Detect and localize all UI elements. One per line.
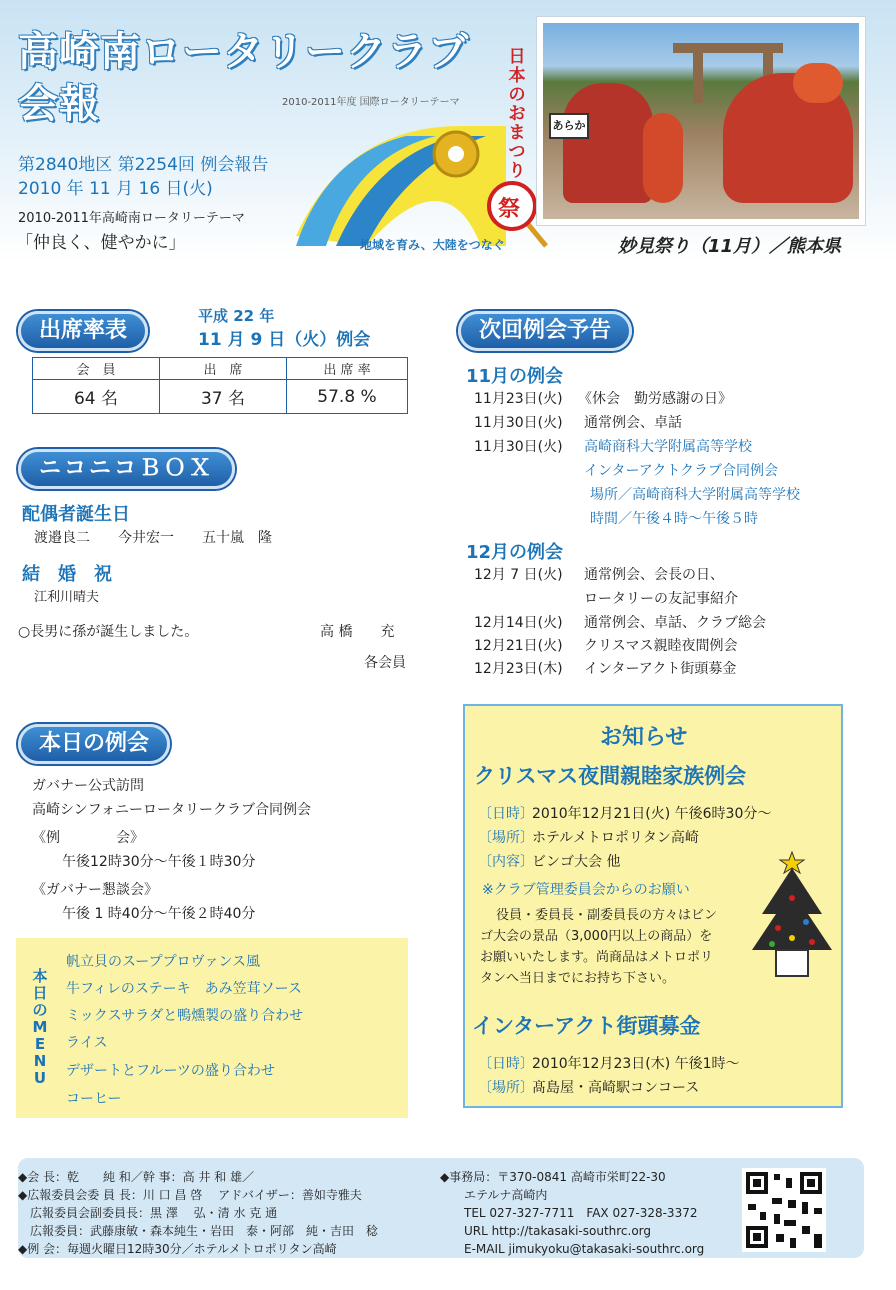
wedding-heading: 結 婚 祝 <box>22 564 112 585</box>
attendance-header-rate: 出 席 率 <box>287 358 408 380</box>
interact-date: 2010年12月23日(木) 午後1時〜 <box>532 1056 740 1072</box>
meeting-date: 2010 年 11 月 16 日(火) <box>18 179 213 199</box>
grandchild-name: 高 橋 充 <box>320 624 395 640</box>
attendance-meeting-date: 11 月 9 日（火）例会 <box>198 330 371 350</box>
grandchild-note: ○長男に孫が誕生しました。 <box>18 624 199 640</box>
request-line: お願いいたします。尚商品はメトロポリ <box>480 950 713 965</box>
footer-phone: TEL 027-327-7711 FAX 027-328-3372 <box>440 1206 698 1220</box>
wedding-names: 江利川晴夫 <box>34 590 100 605</box>
menu-item: 帆立貝のスーププロヴァンス風 <box>66 954 261 970</box>
footer-pr-vice: 広報委員会副委員長：黒 澤 弘・清 水 克 通 <box>18 1206 278 1220</box>
xmas-content-label: 〔内容〕 <box>478 854 534 870</box>
nov-date: 11月30日(火) <box>474 439 563 455</box>
attendance-value-rate: 57.8 % <box>287 380 408 414</box>
november-heading: 11月の例会 <box>466 366 564 387</box>
request-line: ゴ大会の景品（3,000円以上の商品）を <box>480 929 713 944</box>
nov-date: 11月23日(火) <box>474 391 563 407</box>
interact-place: 髙島屋・高崎駅コンコース <box>532 1080 700 1096</box>
footer-pr-members: 広報委員：武藤康敏・森本純生・岩田 泰・阿部 純・吉田 稔 <box>18 1224 379 1238</box>
footer-pr-chair: ◆広報委員会委 員 長：川 口 昌 啓 アドバイザー：善如寺雅夫 <box>18 1188 362 1202</box>
club-theme-label: 2010-2011年高崎南ロータリーテーマ <box>18 211 245 226</box>
dec-desc: 通常例会、卓話、クラブ総会 <box>584 615 766 631</box>
attendance-table <box>32 357 408 414</box>
ri-slogan: 地域を育み、大陸をつなぐ <box>360 238 505 252</box>
attendance-header-present: 出 席 <box>160 358 287 380</box>
attendance-value-members: 64 名 <box>33 380 160 414</box>
nov-date: 11月30日(火) <box>474 415 563 431</box>
dec-date: 12月14日(火) <box>474 615 563 631</box>
newsletter-title: 高崎南ロータリークラブ <box>18 29 469 75</box>
today-meeting-heading: 《例 会》 <box>32 830 144 846</box>
menu-title: 本日のMENU <box>32 967 48 1087</box>
footer-meeting-info: ◆例 会：毎週火曜日12時30分／ホテルメトロポリタン高崎 <box>18 1242 337 1256</box>
members-note: 各会員 <box>364 655 406 671</box>
menu-item: 牛フィレのステーキ あみ笠茸ソース <box>66 981 302 997</box>
menu-item: コーヒー <box>66 1091 122 1107</box>
attendance-header-members: 会 員 <box>33 358 160 380</box>
spouse-birthday-heading: 配偶者誕生日 <box>22 504 130 525</box>
footer-office-address: ◆事務局：〒370-0841 高崎市栄町22-30 <box>440 1170 666 1184</box>
dec-desc: クリスマス親睦夜間例会 <box>584 638 738 654</box>
theme-year: 2010-2011年度 国際ロータリーテーマ <box>282 97 460 108</box>
attendance-meeting-year: 平成 22 年 <box>198 307 275 325</box>
dec-date: 12月23日(木) <box>474 661 563 677</box>
attendance-label: 出席率表 <box>18 311 148 351</box>
dec-desc: ロータリーの友記事紹介 <box>584 591 738 607</box>
footer-email: E-MAIL jimukyoku@takasaki-southrc.org <box>440 1242 705 1256</box>
notice-title: お知らせ <box>600 725 688 750</box>
today-meeting-time: 午後12時30分〜午後１時30分 <box>62 854 256 870</box>
xmas-place-label: 〔場所〕 <box>478 830 534 846</box>
niconico-label: ニコニコＢＯＸ <box>18 449 235 489</box>
qr-code-icon <box>742 1168 826 1252</box>
festival-vertical-label: 日本のおまつり <box>508 47 526 181</box>
menu-item: ミックスサラダと鴨燻製の盛り合わせ <box>66 1008 304 1024</box>
today-talk-heading: 《ガバナー懇談会》 <box>32 882 158 898</box>
nov-interact-1: インターアクトクラブ合同例会 <box>584 463 779 479</box>
interact-date-label: 〔日時〕 <box>478 1056 534 1072</box>
interact-title: インターアクト街頭募金 <box>472 1014 701 1038</box>
xmas-date: 2010年12月21日(火) 午後6時30分〜 <box>532 806 772 822</box>
dec-desc: 通常例会、会長の日、 <box>584 567 724 583</box>
request-line: 役員・委員長・副委員長の方々はビン <box>496 908 718 923</box>
club-theme: 「仲良く、健やかに」 <box>16 233 186 253</box>
interact-place-label: 〔場所〕 <box>478 1080 534 1096</box>
spouse-birthday-names: 渡邉良二 今井宏一 五十嵐 隆 <box>34 530 272 546</box>
photo-sign: あらか <box>549 113 589 139</box>
festival-photo <box>543 23 859 219</box>
december-heading: 12月の例会 <box>466 542 564 563</box>
christmas-tree-icon <box>748 846 836 984</box>
nov-desc: 通常例会、卓話 <box>584 415 682 431</box>
xmas-place: ホテルメトロポリタン高崎 <box>532 830 699 846</box>
next-meeting-label: 次回例会予告 <box>458 311 632 351</box>
xmas-title: クリスマス夜間親睦家族例会 <box>474 764 747 788</box>
today-line-1: ガバナー公式訪問 <box>32 778 144 794</box>
attendance-value-present: 37 名 <box>160 380 287 414</box>
nov-desc: 高崎商科大学附属高等学校 <box>584 439 752 455</box>
request-title: ※クラブ管理委員会からのお願い <box>482 882 690 898</box>
footer-url: URL http://takasaki-southrc.org <box>440 1224 652 1238</box>
dec-date: 12月 7 日(火) <box>474 567 563 583</box>
menu-item: デザートとフルーツの盛り合わせ <box>66 1063 275 1079</box>
dec-date: 12月21日(火) <box>474 638 563 654</box>
nov-desc: 《休会 勤労感謝の日》 <box>578 391 732 407</box>
footer-office-building: エテルナ高崎内 <box>440 1188 548 1202</box>
menu-item: ライス <box>66 1035 108 1051</box>
dec-desc: インターアクト街頭募金 <box>584 661 737 677</box>
request-line: タンへ当日までにお持ち下さい。 <box>480 971 676 986</box>
district-report: 第2840地区 第2254回 例会報告 <box>18 155 269 175</box>
today-line-2: 高崎シンフォニーロータリークラブ合同例会 <box>32 802 311 818</box>
photo-caption: 妙見祭り（11月）／熊本県 <box>618 236 842 257</box>
xmas-date-label: 〔日時〕 <box>478 806 534 822</box>
nov-interact-3: 時間／午後４時〜午後５時 <box>590 511 758 527</box>
xmas-content: ビンゴ大会 他 <box>532 854 621 870</box>
nov-interact-2: 場所／高崎商科大学附属高等学校 <box>590 487 800 503</box>
footer-officers: ◆会 長：乾 純 和／幹 事：高 井 和 雄／ <box>18 1170 255 1184</box>
today-talk-time: 午後 1 時40分〜午後２時40分 <box>62 906 256 922</box>
today-meeting-label: 本日の例会 <box>18 724 170 764</box>
festival-mark: 祭 <box>498 197 521 222</box>
newsletter-subtitle: 会報 <box>18 81 100 127</box>
festival-photo-frame <box>536 16 866 226</box>
